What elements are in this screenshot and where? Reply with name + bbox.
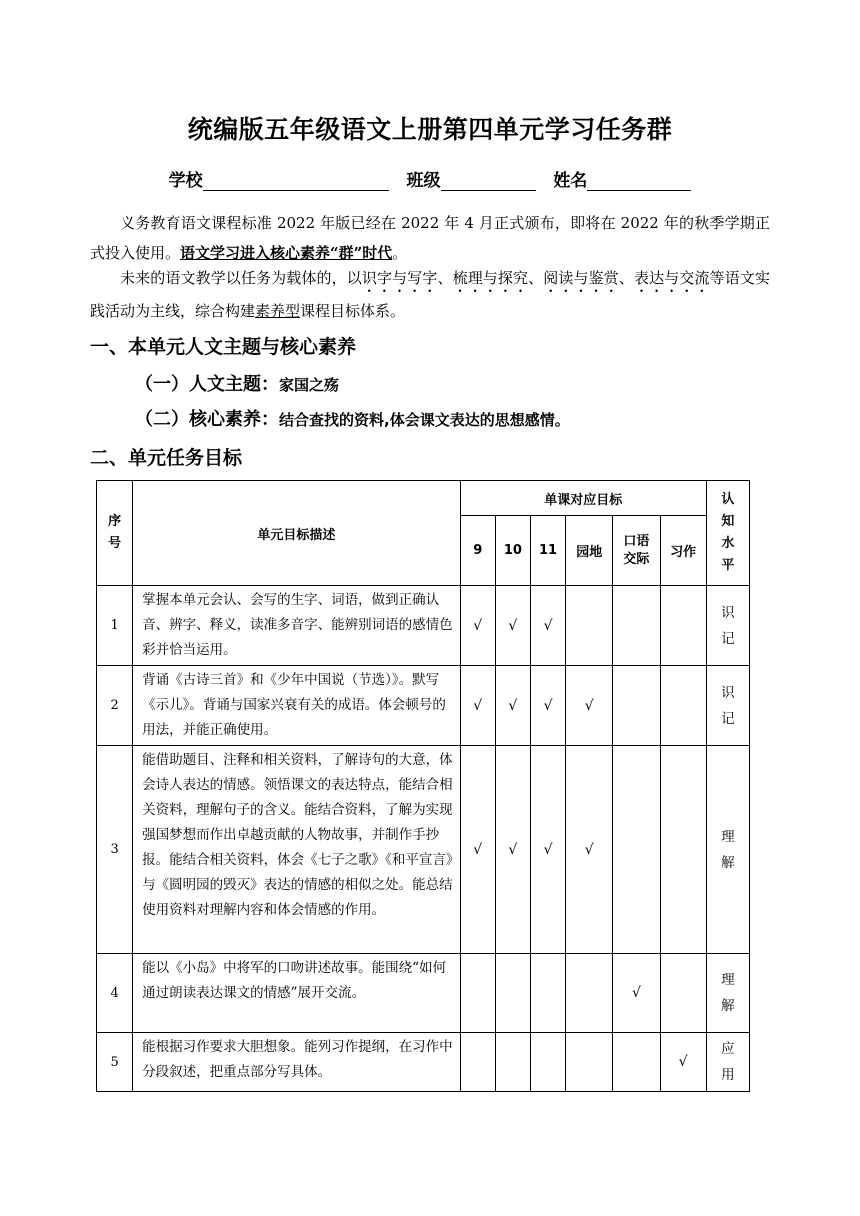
header-col-yuandi: 园地 [566, 516, 613, 586]
header-no: 序号 [97, 481, 133, 586]
header-col-11: 11 [530, 516, 565, 586]
check-cell: √ [566, 666, 613, 746]
header-group: 单课对应目标 [460, 481, 706, 516]
check-cell [530, 954, 565, 1033]
header-col-10: 10 [495, 516, 530, 586]
check-cell: √ [460, 586, 495, 666]
row-number: 5 [97, 1033, 133, 1092]
intro-p1-text: 义务教育语文课程标准 2022 年版已经在 2022 年 4 月正式颁布，即将在 2022 年的秋季学期正式投入使用。 [90, 214, 770, 262]
cognitive-level: 理解 [706, 954, 749, 1033]
goals-table [96, 480, 750, 1092]
header-col-xizuo: 习作 [660, 516, 706, 586]
check-cell [613, 666, 660, 746]
student-info-line [0, 166, 860, 191]
check-cell [566, 1033, 613, 1092]
table-row [97, 1033, 750, 1092]
check-cell: √ [530, 746, 565, 954]
check-cell [613, 746, 660, 954]
row-description: 能根据习作要求大胆想象。能列习作提纲，在习作中分段叙述，把重点部分写具体。 [133, 1033, 461, 1092]
table-header-row-1 [97, 481, 750, 516]
check-cell [460, 954, 495, 1033]
intro-p2-s1: 、 [437, 269, 453, 287]
check-cell [495, 954, 530, 1033]
intro-p2-d3: 阅读与鉴赏 [543, 269, 619, 287]
intro-p2-s2: 、 [528, 269, 544, 287]
row-number: 1 [97, 586, 133, 666]
intro-p2-d1: 识字与写字 [361, 269, 438, 287]
table-row [97, 666, 750, 746]
check-cell [660, 586, 706, 666]
check-cell: √ [660, 1033, 706, 1092]
check-cell: √ [460, 746, 495, 954]
check-cell: √ [530, 666, 565, 746]
table-row [97, 746, 750, 954]
row-number: 2 [97, 666, 133, 746]
row-number: 4 [97, 954, 133, 1033]
intro-paragraph-2 [90, 263, 770, 326]
cognitive-level: 应用 [706, 1033, 749, 1092]
check-cell [660, 746, 706, 954]
theme-line [135, 370, 339, 396]
intro-p2-c: 课程目标体系。 [300, 302, 406, 320]
check-cell [495, 1033, 530, 1092]
check-cell [530, 1033, 565, 1092]
theme-value: 家国之殇 [279, 376, 340, 394]
check-cell [566, 586, 613, 666]
row-description: 背诵《古诗三首》和《少年中国说（节选）》。默写《示儿》。背诵与国家兴衰有关的成语。体会顿号的用法，并能正确使用。 [133, 666, 461, 746]
check-cell: √ [613, 954, 660, 1033]
header-col-kouyu: 口语交际 [613, 516, 660, 586]
intro-p2-a: 未来的语文教学以任务为载体的，以 [120, 269, 362, 287]
intro-paragraph-1 [90, 208, 770, 268]
intro-p2-s3: 、 [618, 269, 635, 287]
school-blank[interactable] [203, 172, 389, 191]
intro-p2-u: 素养型 [255, 302, 301, 320]
header-desc: 单元目标描述 [133, 481, 461, 586]
name-blank[interactable] [587, 172, 691, 191]
intro-p2-b: 等语文实践活动为主线，综合构建 [90, 269, 770, 320]
row-description: 掌握本单元会认、会写的生字、词语，做到正确认音、辨字、释义，读准多音字、能辨别词语的感情色彩并恰当运用。 [133, 586, 461, 666]
cognitive-level: 识记 [706, 586, 749, 666]
row-description: 能以《小岛》中将军的口吻讲述故事。能围绕“如何通过朗读表达课文的情感”展开交流。 [133, 954, 461, 1033]
check-cell: √ [495, 586, 530, 666]
check-cell [460, 1033, 495, 1092]
header-col-9: 9 [460, 516, 495, 586]
section-1-heading: 一、本单元人文主题与核心素养 [90, 336, 357, 358]
school-label: 学校 [168, 171, 203, 191]
class-label: 班级 [406, 171, 441, 191]
check-cell: √ [530, 586, 565, 666]
check-cell: √ [495, 666, 530, 746]
literacy-value: 结合查找的资料,体会课文表达的思想感情。 [279, 411, 570, 429]
cognitive-level: 识记 [706, 666, 749, 746]
theme-label: （一）人文主题： [135, 374, 279, 395]
check-cell [660, 954, 706, 1033]
row-description: 能借助题目、注释和相关资料，了解诗句的大意，体会诗人表达的情感。领悟课文的表达特点，能结合相关资料，理解句子的含义。能结合资料，了解为实现强国梦想而作出卓越贡献的人物故事，并制作手抄报。能结合相关资料，体会《七子之歌》《和平宣言》与《圆明园的毁灭》表达的情感的相似之处。能总结使用资料对理解内容和体会情感的作用。 [133, 746, 461, 954]
literacy-label: （二）核心素养： [135, 409, 279, 430]
check-cell: √ [566, 746, 613, 954]
table-row [97, 954, 750, 1033]
check-cell: √ [495, 746, 530, 954]
intro-p2-d2: 梳理与探究 [452, 269, 529, 287]
check-cell [566, 954, 613, 1033]
table-row [97, 586, 750, 666]
literacy-line [135, 405, 570, 431]
intro-p2-d4: 表达与交流 [634, 269, 710, 287]
check-cell [613, 586, 660, 666]
section-2-heading: 二、单元任务目标 [90, 447, 243, 469]
page-title: 统编版五年级语文上册第四单元学习任务群 [187, 115, 673, 144]
class-blank[interactable] [441, 172, 536, 191]
check-cell [613, 1033, 660, 1092]
row-number: 3 [97, 746, 133, 954]
intro-p1-end: 。 [392, 244, 408, 262]
intro-p1-bold: 语文学习进入核心素养“群”时代 [180, 244, 393, 262]
check-cell [660, 666, 706, 746]
cognitive-level: 理解 [706, 746, 749, 954]
name-label: 姓名 [553, 171, 588, 191]
check-cell: √ [460, 666, 495, 746]
header-level: 认知水平 [706, 481, 749, 586]
